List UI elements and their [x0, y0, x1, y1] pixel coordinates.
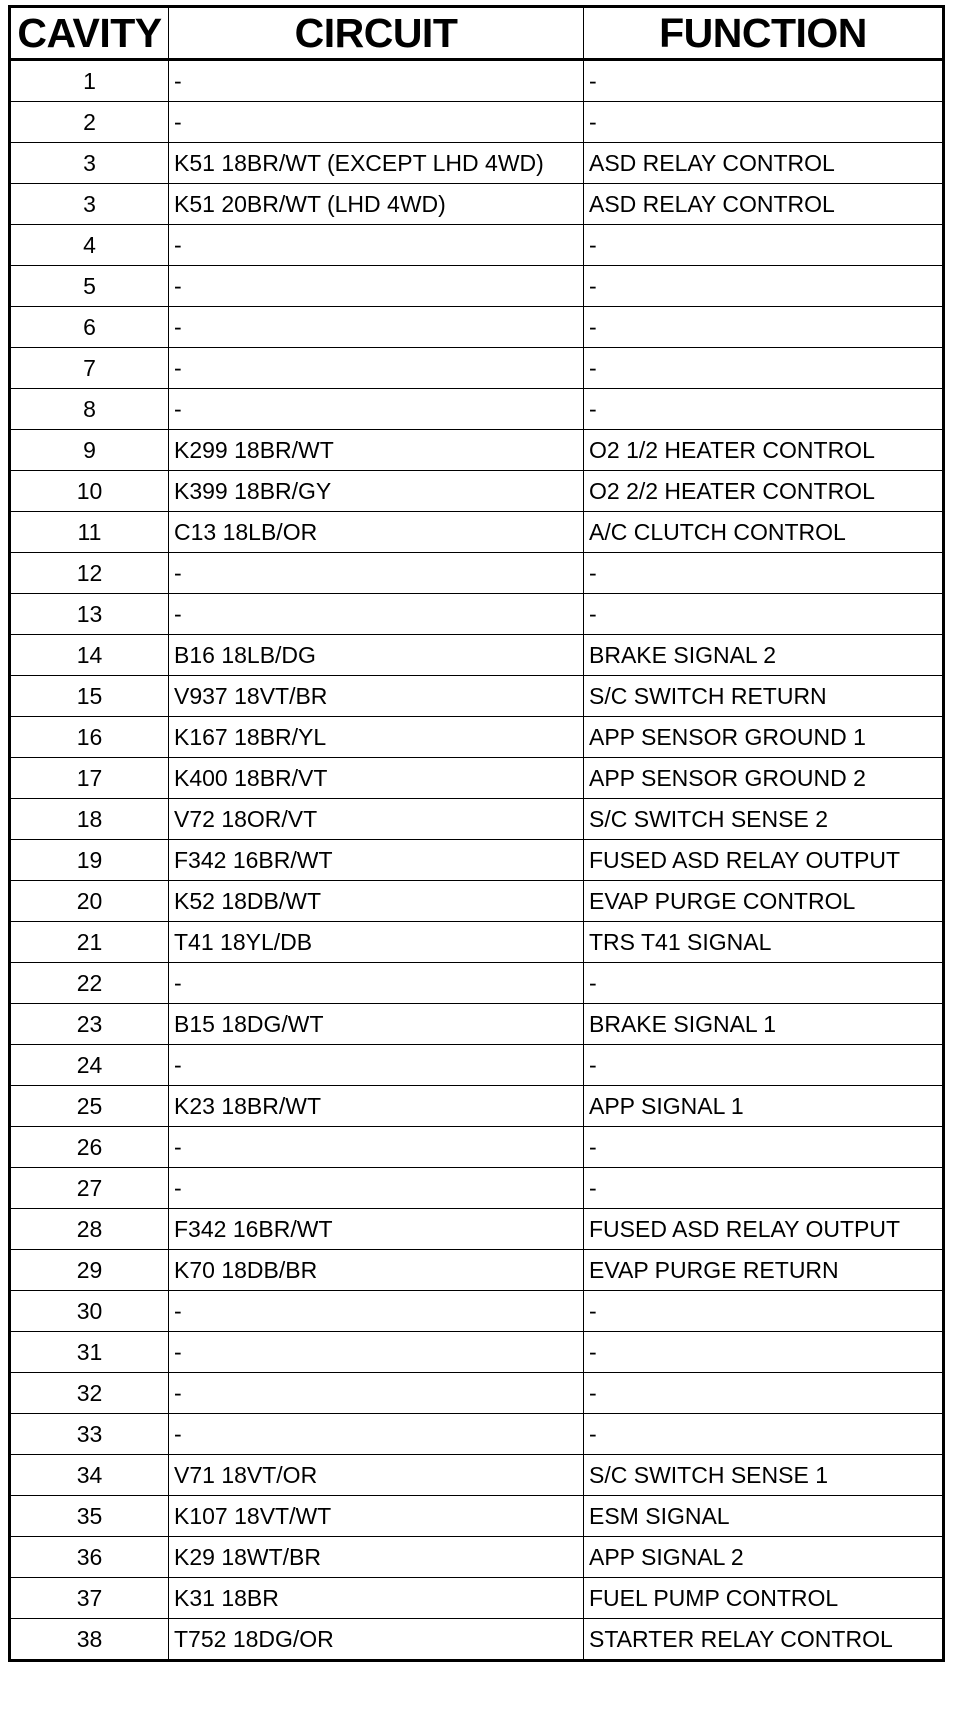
cavity-cell: 16 — [10, 717, 169, 758]
table-row — [10, 60, 944, 102]
table-row — [10, 143, 944, 184]
function-cell: ESM SIGNAL — [584, 1496, 944, 1537]
circuit-cell: C13 18LB/OR — [169, 512, 584, 553]
circuit-cell: F342 16BR/WT — [169, 840, 584, 881]
function-cell: - — [584, 389, 944, 430]
function-cell: - — [584, 1045, 944, 1086]
circuit-cell: V937 18VT/BR — [169, 676, 584, 717]
cavity-cell: 7 — [10, 348, 169, 389]
function-cell: - — [584, 307, 944, 348]
table-row — [10, 1496, 944, 1537]
header-circuit: CIRCUIT — [169, 7, 584, 60]
function-cell: - — [584, 1373, 944, 1414]
cavity-cell: 20 — [10, 881, 169, 922]
cavity-cell: 31 — [10, 1332, 169, 1373]
function-cell: - — [584, 225, 944, 266]
cavity-cell: 33 — [10, 1414, 169, 1455]
circuit-cell: - — [169, 102, 584, 143]
header-cavity: CAVITY — [10, 7, 169, 60]
circuit-cell: T752 18DG/OR — [169, 1619, 584, 1661]
table-body — [10, 60, 944, 1661]
function-cell: STARTER RELAY CONTROL — [584, 1619, 944, 1661]
function-cell: - — [584, 60, 944, 102]
circuit-cell: K29 18WT/BR — [169, 1537, 584, 1578]
table-row — [10, 430, 944, 471]
table-row — [10, 922, 944, 963]
cavity-cell: 35 — [10, 1496, 169, 1537]
function-cell: - — [584, 594, 944, 635]
circuit-cell: - — [169, 1291, 584, 1332]
function-cell: ASD RELAY CONTROL — [584, 184, 944, 225]
function-cell: - — [584, 348, 944, 389]
table-row — [10, 635, 944, 676]
cavity-cell: 11 — [10, 512, 169, 553]
cavity-cell: 6 — [10, 307, 169, 348]
function-cell: S/C SWITCH RETURN — [584, 676, 944, 717]
function-cell: S/C SWITCH SENSE 2 — [584, 799, 944, 840]
table-row — [10, 102, 944, 143]
cavity-cell: 1 — [10, 60, 169, 102]
cavity-cell: 34 — [10, 1455, 169, 1496]
cavity-cell: 19 — [10, 840, 169, 881]
table-row — [10, 348, 944, 389]
table-row — [10, 1127, 944, 1168]
table-row — [10, 1619, 944, 1661]
circuit-cell: K70 18DB/BR — [169, 1250, 584, 1291]
function-cell: BRAKE SIGNAL 1 — [584, 1004, 944, 1045]
cavity-cell: 30 — [10, 1291, 169, 1332]
function-cell: APP SIGNAL 2 — [584, 1537, 944, 1578]
cavity-cell: 3 — [10, 143, 169, 184]
table-row — [10, 1537, 944, 1578]
table-row — [10, 1455, 944, 1496]
cavity-cell: 26 — [10, 1127, 169, 1168]
cavity-cell: 2 — [10, 102, 169, 143]
circuit-cell: - — [169, 1045, 584, 1086]
cavity-cell: 25 — [10, 1086, 169, 1127]
function-cell: - — [584, 266, 944, 307]
table-row — [10, 963, 944, 1004]
table-row — [10, 389, 944, 430]
circuit-cell: - — [169, 1373, 584, 1414]
circuit-cell: V71 18VT/OR — [169, 1455, 584, 1496]
function-cell: - — [584, 102, 944, 143]
function-cell: - — [584, 1291, 944, 1332]
cavity-cell: 18 — [10, 799, 169, 840]
cavity-cell: 38 — [10, 1619, 169, 1661]
header-function: FUNCTION — [584, 7, 944, 60]
cavity-cell: 22 — [10, 963, 169, 1004]
circuit-cell: V72 18OR/VT — [169, 799, 584, 840]
table-row — [10, 1250, 944, 1291]
cavity-cell: 28 — [10, 1209, 169, 1250]
table-row — [10, 1004, 944, 1045]
table-row — [10, 881, 944, 922]
circuit-cell: T41 18YL/DB — [169, 922, 584, 963]
circuit-cell: B15 18DG/WT — [169, 1004, 584, 1045]
table-row — [10, 553, 944, 594]
function-cell: - — [584, 963, 944, 1004]
table-row — [10, 1414, 944, 1455]
cavity-cell: 32 — [10, 1373, 169, 1414]
cavity-cell: 4 — [10, 225, 169, 266]
cavity-cell: 13 — [10, 594, 169, 635]
circuit-cell: K31 18BR — [169, 1578, 584, 1619]
function-cell: O2 1/2 HEATER CONTROL — [584, 430, 944, 471]
circuit-cell: - — [169, 594, 584, 635]
cavity-cell: 27 — [10, 1168, 169, 1209]
function-cell: APP SIGNAL 1 — [584, 1086, 944, 1127]
table-row — [10, 1086, 944, 1127]
cavity-cell: 10 — [10, 471, 169, 512]
cavity-cell: 14 — [10, 635, 169, 676]
circuit-cell: - — [169, 389, 584, 430]
circuit-cell: - — [169, 266, 584, 307]
circuit-cell: K51 18BR/WT (EXCEPT LHD 4WD) — [169, 143, 584, 184]
function-cell: - — [584, 1168, 944, 1209]
table-row — [10, 1209, 944, 1250]
table-row — [10, 758, 944, 799]
cavity-cell: 36 — [10, 1537, 169, 1578]
function-cell: - — [584, 1414, 944, 1455]
function-cell: APP SENSOR GROUND 2 — [584, 758, 944, 799]
cavity-cell: 24 — [10, 1045, 169, 1086]
circuit-cell: - — [169, 225, 584, 266]
circuit-cell: - — [169, 1414, 584, 1455]
circuit-cell: B16 18LB/DG — [169, 635, 584, 676]
table-row — [10, 594, 944, 635]
connector-pinout-table — [8, 5, 945, 1662]
cavity-cell: 12 — [10, 553, 169, 594]
circuit-cell: - — [169, 60, 584, 102]
function-cell: - — [584, 553, 944, 594]
function-cell: FUSED ASD RELAY OUTPUT — [584, 840, 944, 881]
function-cell: TRS T41 SIGNAL — [584, 922, 944, 963]
table-row — [10, 1373, 944, 1414]
circuit-cell: K23 18BR/WT — [169, 1086, 584, 1127]
table-row — [10, 225, 944, 266]
cavity-cell: 29 — [10, 1250, 169, 1291]
function-cell: A/C CLUTCH CONTROL — [584, 512, 944, 553]
cavity-cell: 8 — [10, 389, 169, 430]
cavity-cell: 5 — [10, 266, 169, 307]
table-row — [10, 717, 944, 758]
circuit-cell: - — [169, 553, 584, 594]
circuit-cell: - — [169, 963, 584, 1004]
circuit-cell: K51 20BR/WT (LHD 4WD) — [169, 184, 584, 225]
table-header-row — [10, 7, 944, 60]
circuit-cell: - — [169, 1168, 584, 1209]
circuit-cell: - — [169, 307, 584, 348]
table-row — [10, 676, 944, 717]
circuit-cell: K400 18BR/VT — [169, 758, 584, 799]
table-row — [10, 1578, 944, 1619]
function-cell: APP SENSOR GROUND 1 — [584, 717, 944, 758]
circuit-cell: K52 18DB/WT — [169, 881, 584, 922]
table-row — [10, 1045, 944, 1086]
cavity-cell: 17 — [10, 758, 169, 799]
function-cell: BRAKE SIGNAL 2 — [584, 635, 944, 676]
cavity-cell: 23 — [10, 1004, 169, 1045]
function-cell: S/C SWITCH SENSE 1 — [584, 1455, 944, 1496]
table-row — [10, 1168, 944, 1209]
table-row — [10, 799, 944, 840]
function-cell: - — [584, 1127, 944, 1168]
cavity-cell: 21 — [10, 922, 169, 963]
table-row — [10, 840, 944, 881]
cavity-cell: 3 — [10, 184, 169, 225]
table-row — [10, 1332, 944, 1373]
cavity-cell: 9 — [10, 430, 169, 471]
circuit-cell: K299 18BR/WT — [169, 430, 584, 471]
function-cell: - — [584, 1332, 944, 1373]
circuit-cell: - — [169, 348, 584, 389]
circuit-cell: K399 18BR/GY — [169, 471, 584, 512]
function-cell: ASD RELAY CONTROL — [584, 143, 944, 184]
cavity-cell: 15 — [10, 676, 169, 717]
function-cell: O2 2/2 HEATER CONTROL — [584, 471, 944, 512]
function-cell: FUSED ASD RELAY OUTPUT — [584, 1209, 944, 1250]
function-cell: EVAP PURGE CONTROL — [584, 881, 944, 922]
circuit-cell: - — [169, 1127, 584, 1168]
circuit-cell: - — [169, 1332, 584, 1373]
cavity-cell: 37 — [10, 1578, 169, 1619]
table-row — [10, 266, 944, 307]
circuit-cell: K107 18VT/WT — [169, 1496, 584, 1537]
table-row — [10, 512, 944, 553]
table-row — [10, 307, 944, 348]
table-row — [10, 184, 944, 225]
table-row — [10, 1291, 944, 1332]
function-cell: EVAP PURGE RETURN — [584, 1250, 944, 1291]
circuit-cell: F342 16BR/WT — [169, 1209, 584, 1250]
circuit-cell: K167 18BR/YL — [169, 717, 584, 758]
table-row — [10, 471, 944, 512]
function-cell: FUEL PUMP CONTROL — [584, 1578, 944, 1619]
